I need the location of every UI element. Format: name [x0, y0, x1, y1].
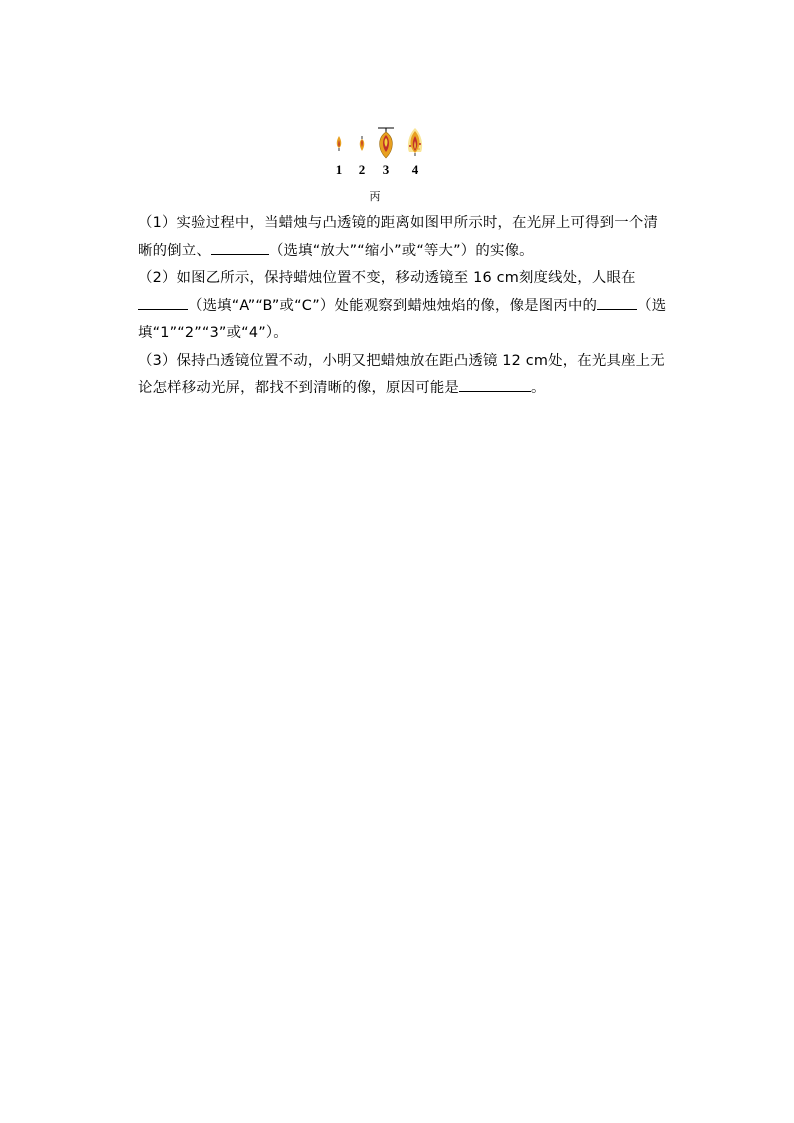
q2-text-b: （选填“A”“B”或“C”）处能观察到蜡烛烛焰的像，像是图丙中的	[188, 297, 598, 314]
candle-flame-images	[318, 122, 448, 162]
q1-text-b: （选填“放大”“缩小”或“等大”）的实像。	[268, 242, 534, 259]
figure-caption: 丙	[369, 190, 381, 203]
figure-bing	[318, 122, 448, 206]
question-text	[138, 210, 668, 403]
flame-image-3	[378, 128, 394, 158]
question-part-1	[138, 210, 668, 265]
question-part-2	[138, 265, 668, 348]
figure-label-4: 4	[411, 162, 419, 177]
figure-label-3: 3	[382, 162, 390, 177]
q2-text-a: （2）如图乙所示，保持蜡烛位置不变，移动透镜至 16 cm刻度线处，人眼在	[138, 270, 636, 286]
flame-image-1	[337, 136, 342, 151]
answer-blank-2[interactable]	[138, 294, 188, 310]
q3-text-b: 。	[531, 380, 546, 396]
q1-text-a: （1）实验过程中，当蜡烛与凸透镜的距离如图甲所示时，在光屏上可得到一个清晰的倒立、	[138, 215, 659, 259]
figure-label-1: 1	[335, 162, 343, 177]
figure-label-2: 2	[358, 162, 366, 177]
flame-image-2	[360, 136, 365, 151]
answer-blank-4[interactable]	[459, 376, 531, 392]
flame-image-4	[408, 128, 422, 156]
question-part-3	[138, 348, 668, 403]
answer-blank-1[interactable]	[211, 239, 269, 255]
answer-blank-3[interactable]	[597, 294, 637, 310]
q3-text-a: （3）保持凸透镜位置不动，小明又把蜡烛放在距凸透镜 12 cm处，在光具座上无论怎样移动光屏，都找不到清晰的像，原因可能是	[138, 352, 665, 396]
q2-text-c: （选填“1”“2”“3”或“4”）。	[138, 297, 667, 341]
